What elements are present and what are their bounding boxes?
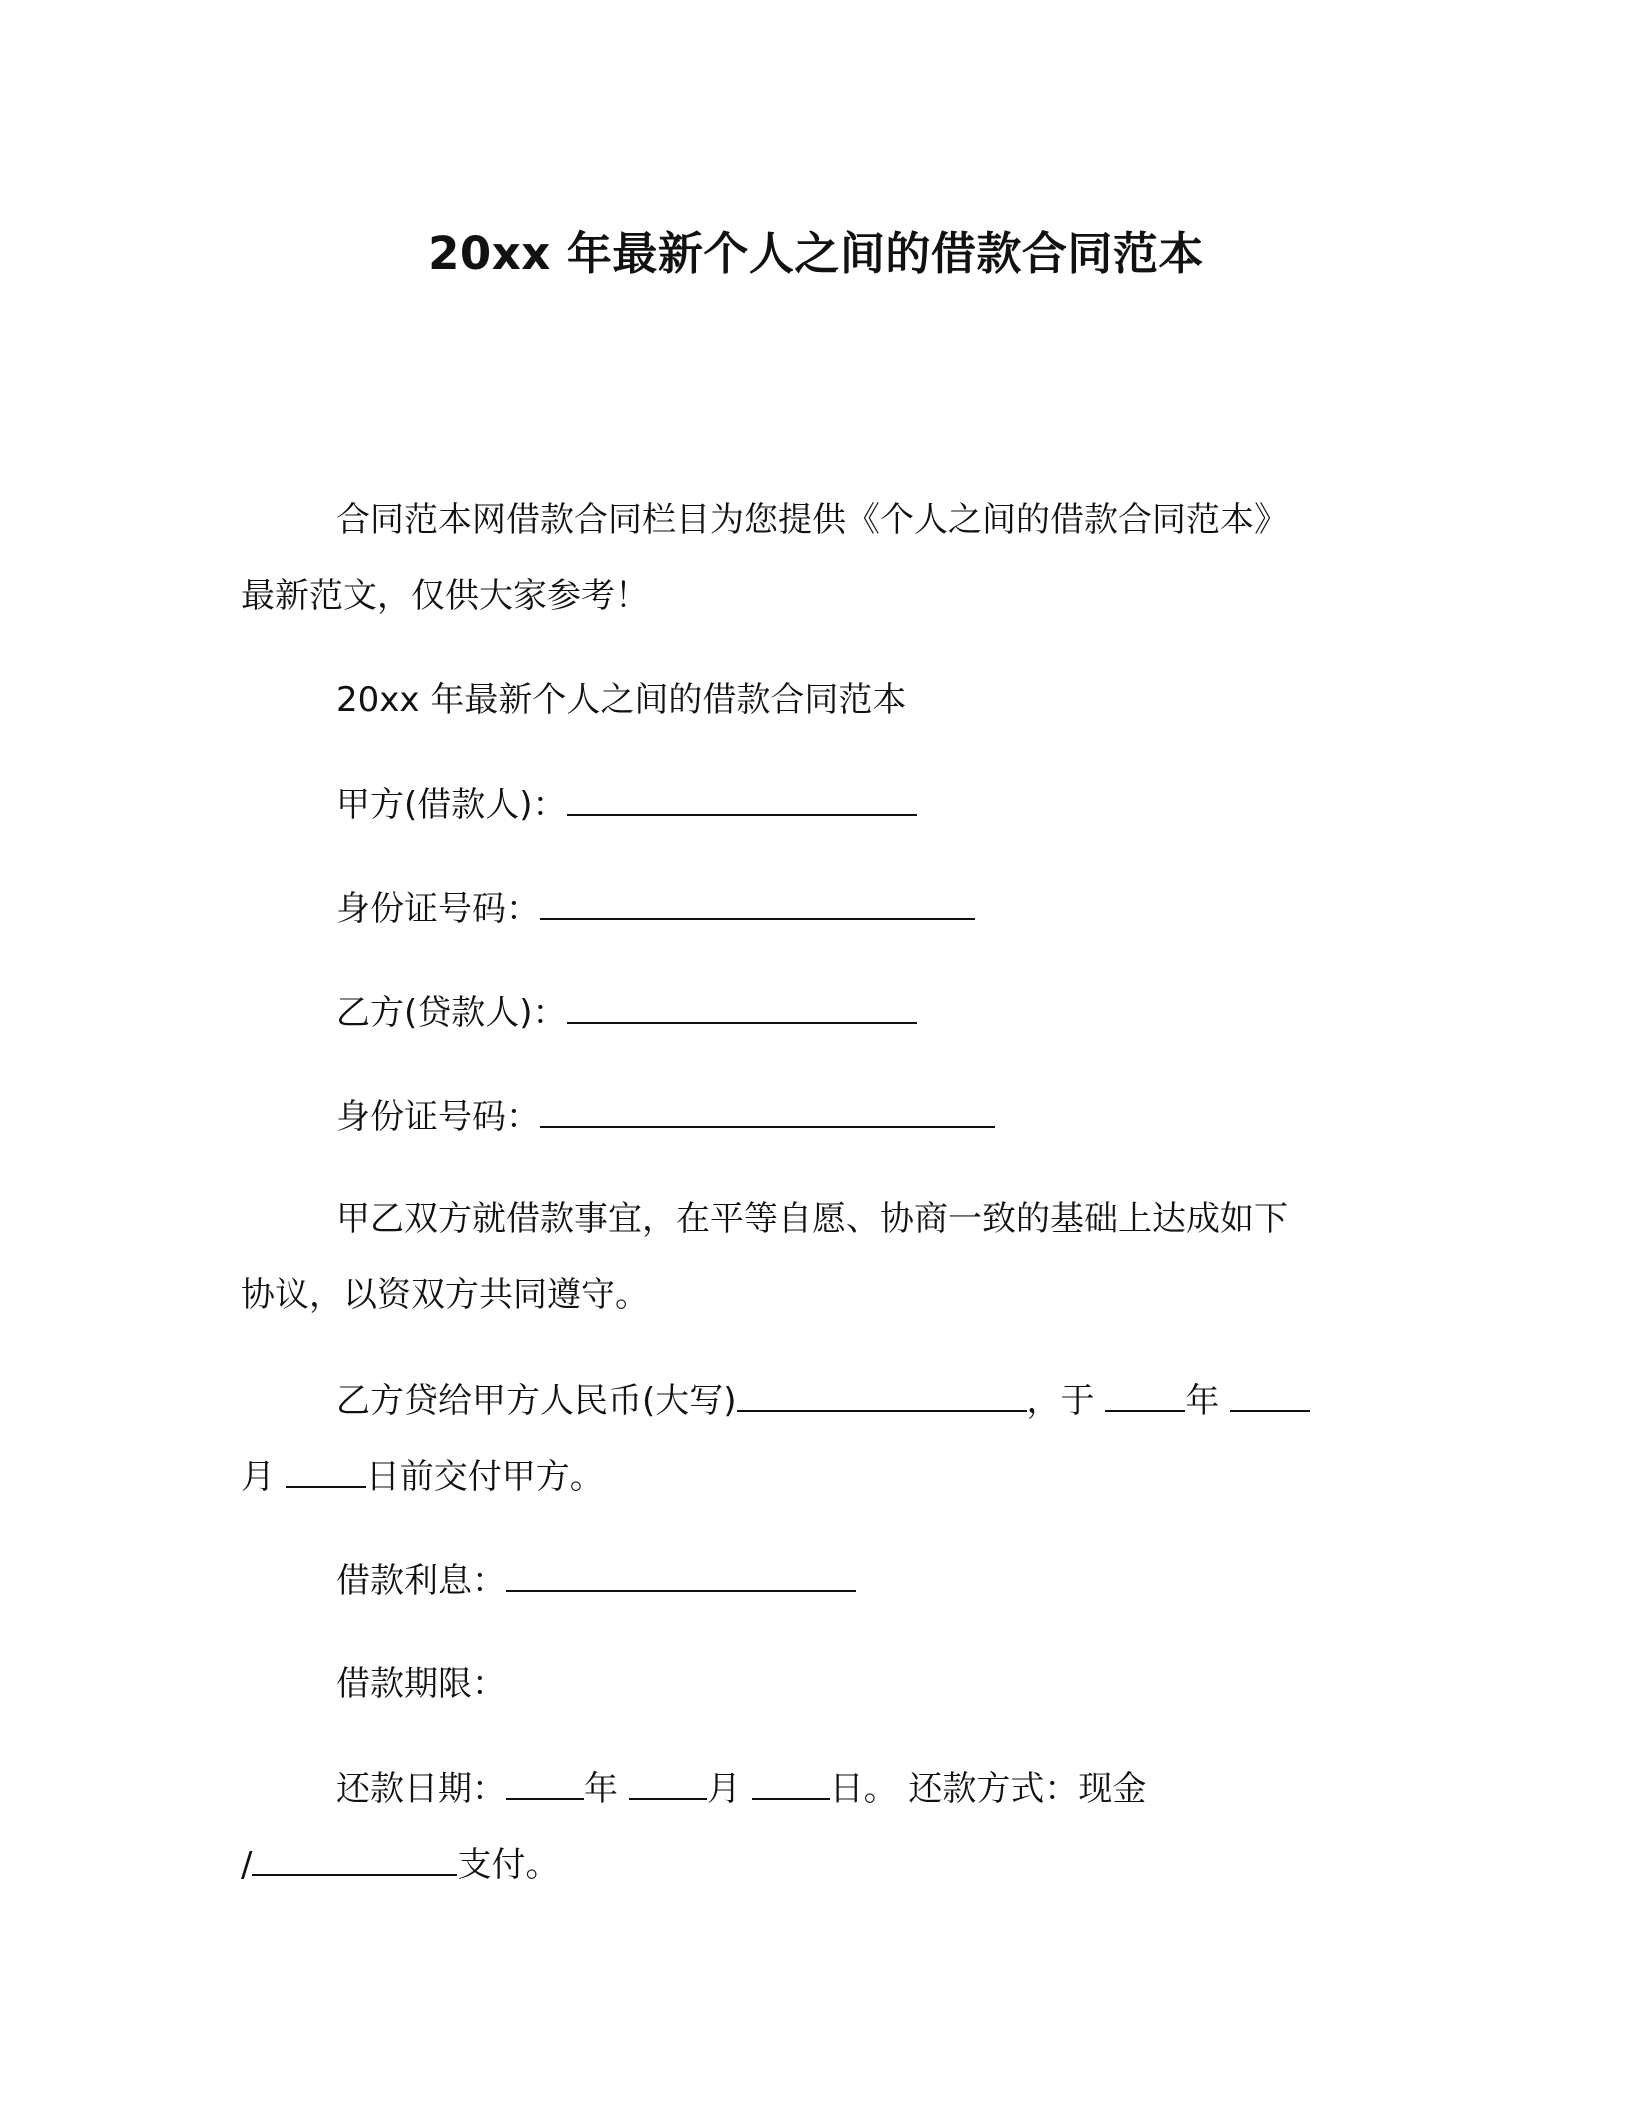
repay-date-label: 还款日期： (336, 1769, 506, 1809)
loan-day-blank (286, 1452, 366, 1488)
agreement-line-1: 甲乙双方就借款事宜，在平等自愿、协商一致的基础上达成如下 (336, 1199, 1288, 1239)
loan-row-1 (336, 1376, 1486, 1425)
agreement-line-2: 协议，以资双方共同遵守。 (241, 1275, 649, 1315)
loan-date-prefix: ，于 (1026, 1381, 1106, 1421)
repay-day-blank (752, 1764, 830, 1800)
document-subtitle: 20xx 年最新个人之间的借款合同范本 (336, 680, 907, 720)
party-b-blank (567, 988, 917, 1024)
repay-row-1 (336, 1764, 1486, 1813)
repay-day-label: 日。 还款方式：现金 (829, 1769, 1147, 1809)
party-b-row (336, 988, 1486, 1037)
loan-month-blank (1230, 1376, 1310, 1412)
party-a-id-blank (540, 884, 975, 920)
intro-line-2: 最新范文，仅供大家参考！ (241, 576, 649, 616)
interest-label: 借款利息： (336, 1561, 506, 1601)
party-a-id-label: 身份证号码： (336, 889, 540, 929)
repay-month-label: 月 (706, 1769, 752, 1809)
repay-year-blank (506, 1764, 584, 1800)
repay-row-2 (241, 1840, 1391, 1889)
loan-row-2 (241, 1452, 1391, 1501)
party-a-id-row (336, 884, 1486, 933)
term-label: 借款期限： (336, 1664, 506, 1704)
party-a-blank (567, 780, 917, 816)
interest-blank (506, 1556, 856, 1592)
repay-method-suffix: 支付。 (457, 1845, 560, 1885)
document-title: 20xx 年最新个人之间的借款合同范本 (428, 227, 1204, 280)
interest-row (336, 1556, 1486, 1605)
loan-amount-label: 乙方贷给甲方人民币(大写) (336, 1381, 737, 1421)
repay-month-blank (629, 1764, 707, 1800)
intro-line-1: 合同范本网借款合同栏目为您提供《个人之间的借款合同范本》 (336, 500, 1288, 540)
party-a-row (336, 780, 1486, 829)
loan-day-label: 日前交付甲方。 (365, 1457, 604, 1497)
repay-method-blank (252, 1840, 457, 1876)
loan-year-blank (1105, 1376, 1185, 1412)
party-b-id-row (336, 1092, 1486, 1141)
loan-month-label: 月 (241, 1457, 286, 1497)
repay-slash: / (241, 1845, 253, 1885)
party-a-label: 甲方(借款人)： (336, 785, 567, 825)
repay-year-label: 年 (584, 1769, 629, 1809)
loan-year-label: 年 (1185, 1381, 1231, 1421)
party-b-id-blank (540, 1092, 995, 1128)
party-b-label: 乙方(贷款人)： (336, 993, 567, 1033)
party-b-id-label: 身份证号码： (336, 1097, 540, 1137)
loan-amount-blank (737, 1376, 1027, 1412)
